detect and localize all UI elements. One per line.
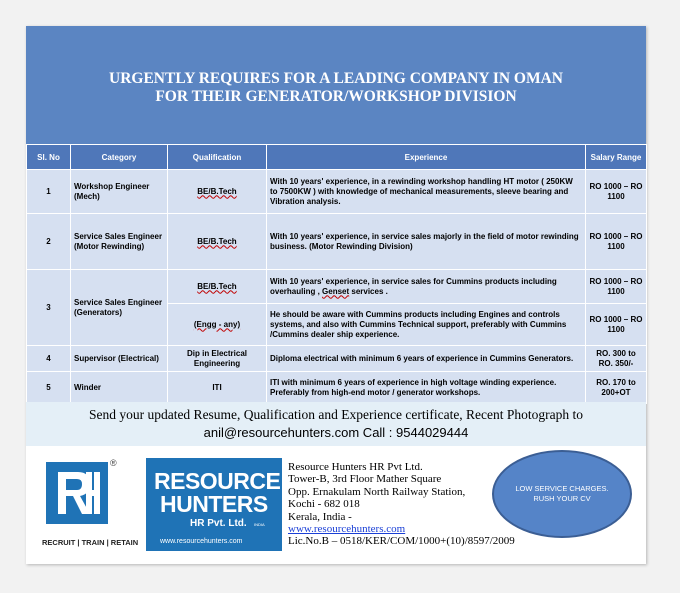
contact-line (26, 424, 646, 442)
email-link[interactable]: anil@resourcehunters.com (203, 425, 360, 440)
company-address (288, 461, 515, 548)
website-link[interactable]: www.resourcehunters.com (288, 523, 406, 536)
header-qualification: Qualification (168, 145, 267, 170)
cell-qualification: ITI (168, 372, 267, 404)
logo-website: www.resourcehunters.com (160, 538, 243, 545)
cell-category: Service Sales Engineer (Generators) (71, 270, 168, 346)
table-row (27, 170, 647, 214)
cell-qualification: BE/B.Tech (168, 214, 267, 270)
cell-experience: Diploma electrical with minimum 6 years of experience in Cummins Generators. (267, 346, 586, 372)
license-number: Lic.No.B – 0518/KER/COM/1000+(10)/8597/2009 (288, 535, 515, 548)
rh-monogram-icon (46, 462, 108, 524)
table-row (27, 346, 647, 372)
cell-sl-no: 1 (27, 170, 71, 214)
banner-title-line1: URGENTLY REQUIRES FOR A LEADING COMPANY IN OMAN (109, 70, 563, 87)
service-charges-text: LOW SERVICE CHARGES. RUSH YOUR CV (515, 484, 609, 503)
cell-experience: With 10 years' experience, in service sales for Cummins products including overhauling , Genset services . (267, 270, 586, 304)
header-salary-range: Salary Range (586, 145, 647, 170)
cell-sl-no: 5 (27, 372, 71, 404)
title-banner (26, 26, 646, 146)
banner-title-line2: FOR THEIR GENERATOR/WORKSHOP DIVISION (155, 88, 517, 105)
logo-wordmark (146, 458, 282, 551)
cell-experience: With 10 years' experience, in a rewinding workshop handling HT motor ( 250KW to 7500KW ) with knowledge of mechanical measurements, sleeve bearing and Vibration analysis. (267, 170, 586, 214)
cell-experience: With 10 years' experience, in service sales majorly in the field of motor rewinding business. (Motor Rewinding Division) (267, 214, 586, 270)
banner-title (26, 70, 646, 106)
table-row (27, 214, 647, 270)
cell-salary: RO. 170 to 200+OT (586, 372, 647, 404)
cell-qualification: BE/B.Tech (168, 270, 267, 304)
address-line: Kochi - 682 018 (288, 498, 360, 511)
phone-number: Call : 9544029444 (359, 425, 469, 440)
header-sl-no: Sl. No (27, 145, 71, 170)
jobs-table (26, 144, 647, 404)
address-line: Resource Hunters HR Pvt Ltd. (288, 461, 423, 473)
logo-name-hunters: HUNTERS (160, 491, 268, 517)
table-header-row (27, 145, 647, 170)
cell-category: Workshop Engineer (Mech) (71, 170, 168, 214)
cell-salary: RO. 300 to RO. 350/- (586, 346, 647, 372)
service-charges-badge (492, 450, 632, 538)
cell-qualification: (Engg - any) (168, 304, 267, 346)
apply-instructions-text: Send your updated Resume, Qualification and Experience certificate, Recent Photograph to (88, 407, 584, 422)
address-line: Kerala, India - (288, 510, 352, 523)
cell-salary: RO 1000 – RO 1100 (586, 170, 647, 214)
cell-qualification: BE/B.Tech (168, 170, 267, 214)
header-category: Category (71, 145, 168, 170)
cell-category: Supervisor (Electrical) (71, 346, 168, 372)
cell-salary: RO 1000 – RO 1100 (586, 304, 647, 346)
cell-qualification: Dip in Electrical Engineering (168, 346, 267, 372)
cell-salary: RO 1000 – RO 1100 (586, 214, 647, 270)
cell-category: Service Sales Engineer (Motor Rewinding) (71, 214, 168, 270)
table-row (27, 372, 647, 404)
trademark-symbol: ® (110, 458, 117, 468)
cell-sl-no: 2 (27, 214, 71, 270)
cell-experience: He should be aware with Cummins products including Engines and controls systems, and also with Cummins Technical support, preferably with Cummins /Cummins dealer ship experience. (267, 304, 586, 346)
table-row (27, 270, 647, 304)
logo-country: INDIA (254, 522, 265, 527)
job-advert-page (26, 26, 646, 564)
rh-logo-mark (42, 458, 139, 553)
cell-experience: ITI with minimum 6 years of experience in high voltage winding experience. Preferably from high-end motor / generator workshops. (267, 372, 586, 404)
company-logo (42, 458, 282, 553)
logo-name-hr: HR Pvt. Ltd. (190, 518, 247, 529)
logo-name-resource: RESOURCE (154, 468, 281, 494)
cell-salary: RO 1000 – RO 1100 (586, 270, 647, 304)
cell-category: Winder (71, 372, 168, 404)
logo-tagline: RECRUIT | TRAIN | RETAIN (42, 538, 139, 547)
address-line: Tower-B, 3rd Floor Mather Square (288, 473, 442, 486)
cell-sl-no: 4 (27, 346, 71, 372)
header-experience: Experience (267, 145, 586, 170)
apply-instructions (26, 402, 646, 446)
cell-sl-no: 3 (27, 270, 71, 346)
address-line: Opp. Ernakulam North Railway Station, (288, 485, 466, 498)
